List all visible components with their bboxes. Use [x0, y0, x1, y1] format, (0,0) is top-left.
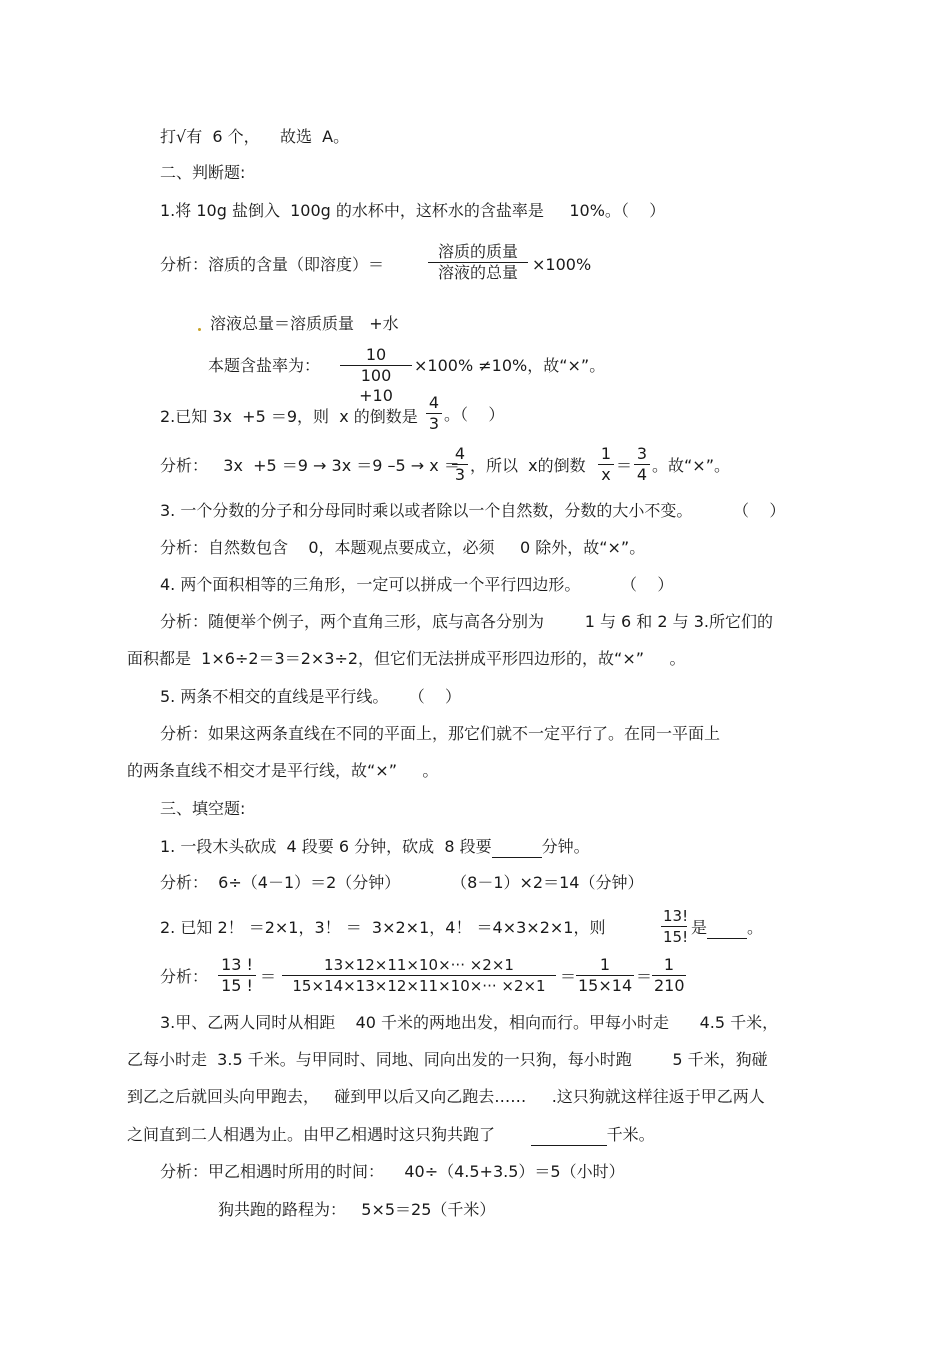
answer-blank[interactable]: [492, 839, 542, 858]
fill-analysis-3-line1: 分析：甲乙相遇时所用的时间： 40÷（4.5+3.5）＝5（小时）: [160, 1162, 625, 1181]
fill-analysis-2-lead: 分析：: [160, 967, 209, 986]
fill-question-3-line2: 乙每小时走 3.5 千米。与甲同时、同地、同向出发的一只狗，每小时跑 5 千米，狗碰: [127, 1050, 768, 1069]
fraction-numerator: 13!: [663, 907, 689, 925]
judge-question-1: 1.将 10g 盐倒入 100g 的水杯中，这杯水的含盐率是 10%。（ ）: [160, 201, 666, 220]
fill-question-3-line3: 到乙之后就回头向甲跑去， 碰到甲以后又向乙跑去…… .这只狗就这样往返于甲乙两人: [127, 1087, 765, 1106]
fraction-four-thirds: [426, 393, 442, 434]
fraction-denominator: 100 +10: [359, 366, 393, 405]
fill-question-1: [160, 836, 590, 858]
judge-question-3: 3. 一个分数的分子和分母同时乘以或者除以一个自然数，分数的大小不变。 （ ）: [160, 501, 786, 520]
fraction-denominator: 15!: [663, 928, 689, 946]
fraction-denominator: x: [601, 465, 611, 484]
fraction-numerator: 4: [426, 393, 442, 414]
fraction-expanded-product: [282, 955, 556, 996]
fraction-13-over-15-factorial: [661, 906, 687, 947]
answer-blank[interactable]: [531, 1127, 607, 1146]
fraction-denominator: 3: [454, 465, 466, 484]
fill-analysis-1: 分析： 6÷（4－1）＝2（分钟） （8－1）×2＝14（分钟）: [160, 873, 644, 892]
fraction-numerator: 13 !: [218, 955, 256, 976]
fraction-numerator: 溶质的质量: [428, 242, 528, 263]
fraction-three-quarters: [634, 444, 650, 485]
fill-analysis-3-line2: 狗共跑的路程为： 5×5＝25（千米）: [218, 1200, 496, 1219]
section-heading-fill-in: 三、填空题:: [160, 799, 246, 818]
judge-analysis-4-line1: 分析：随便举个例子，两个直角三形，底与高各分别为 1 与 6 和 2 与 3.所它们的: [160, 612, 774, 631]
fill-question-2-lead: 2. 已知 2！ ＝2×1，3！ ＝ 3×2×1，4！ ＝4×3×2×1，则: [160, 918, 606, 937]
equals-sign: ＝: [260, 967, 277, 986]
fill-question-2-is: 是: [691, 918, 708, 937]
judge-analysis-2-lead: 分析： 3x +5 ＝9 → 3x ＝9 –5 → x ＝: [160, 456, 460, 475]
fraction-denominator: 210: [654, 976, 685, 995]
fraction-x-value: [452, 444, 468, 485]
fraction-one-over-product: [576, 955, 634, 996]
prev-answer-line: 打√有 6 个， 故选 A。: [160, 127, 350, 146]
judge-analysis-3: 分析：自然数包含 0，本题观点要成立，必须 0 除外，故“×”。: [160, 538, 646, 557]
fill-question-3-line4-tail: 千米。: [606, 1125, 655, 1144]
fill-question-3-line1: 3.甲、乙两人同时从相距 40 千米的两地出发，相向而行。甲每小时走 4.5 千米，: [160, 1013, 779, 1032]
judge-analysis-4-line2: 面积都是 1×6÷2＝3＝2×3÷2，但它们无法拼成平形四边形的，故“×” 。: [127, 649, 686, 668]
fill-question-3-line4-lead: 之间直到二人相遇为止。由甲乙相遇时这只狗共跑了: [127, 1125, 531, 1144]
judge-analysis-5-line1: 分析：如果这两条直线在不同的平面上，那它们就不一定平行了。在同一平面上: [160, 724, 721, 743]
judge-analysis-1-tail: ×100%: [532, 255, 592, 274]
judge-analysis-1-lead: 分析：溶质的含量（即溶度）＝: [160, 255, 385, 274]
judge-analysis-5-line2: 的两条直线不相交才是平行线，故“×” 。: [127, 761, 439, 780]
answer-blank[interactable]: [707, 920, 747, 939]
fraction-numerator: 3: [634, 444, 650, 465]
decorative-dot: [198, 328, 201, 331]
equals-sign: ＝: [616, 456, 633, 475]
judge-analysis-1-line3-tail: ×100% ≠10%，故“×”。: [414, 356, 606, 375]
fraction-numerator: 13×12×11×10×··· ×2×1: [282, 955, 556, 976]
fill-question-1-lead: 1. 一段木头砍成 4 段要 6 分钟，砍成 8 段要: [160, 837, 492, 856]
fraction-one-over-x: [598, 444, 614, 485]
judge-analysis-1-line2: 溶液总量＝溶质质量 +水: [210, 314, 399, 333]
fill-question-1-tail: 分钟。: [541, 837, 590, 856]
fraction-one-over-210: [652, 955, 686, 996]
judge-question-2-tail: 。（ ）: [444, 405, 505, 424]
fraction-denominator: 溶液的总量: [437, 263, 518, 282]
fraction-denominator: 15 !: [221, 976, 253, 995]
fill-question-2-tail: [691, 917, 763, 939]
fraction-numerator: 1: [576, 955, 634, 976]
fill-question-2-end: 。: [747, 918, 764, 937]
fraction-numerator: 10: [340, 345, 412, 366]
judge-question-5: 5. 两条不相交的直线是平行线。 （ ）: [160, 687, 462, 706]
judge-analysis-2-tail: 。故“×”。: [652, 456, 730, 475]
equals-sign: ＝: [560, 967, 577, 986]
equals-sign: ＝: [636, 967, 653, 986]
fraction-numerator: 4: [452, 444, 468, 465]
judge-analysis-2-mid: ，所以 x的倒数: [470, 456, 586, 475]
fraction-numerator: 1: [598, 444, 614, 465]
judge-question-2-lead: 2.已知 3x +5 ＝9，则 x 的倒数是: [160, 407, 418, 426]
fraction-salt-rate: [340, 345, 412, 406]
judge-question-4: 4. 两个面积相等的三角形，一定可以拼成一个平行四边形。 （ ）: [160, 575, 674, 594]
fraction-denominator: 15×14×13×12×11×10×··· ×2×1: [292, 977, 546, 995]
fraction-denominator: 15×14: [578, 976, 633, 995]
fraction-denominator: 3: [428, 414, 440, 433]
fill-question-3-line4: [127, 1124, 655, 1146]
judge-analysis-1-line3-lead: 本题含盐率为：: [208, 356, 321, 375]
fraction-denominator: 4: [636, 465, 648, 484]
section-heading-judgement: 二、判断题:: [160, 163, 246, 182]
fraction-numerator: 1: [652, 955, 686, 976]
fraction-solute-over-solution: [428, 242, 528, 283]
fraction-factorial-ratio: [218, 955, 256, 996]
